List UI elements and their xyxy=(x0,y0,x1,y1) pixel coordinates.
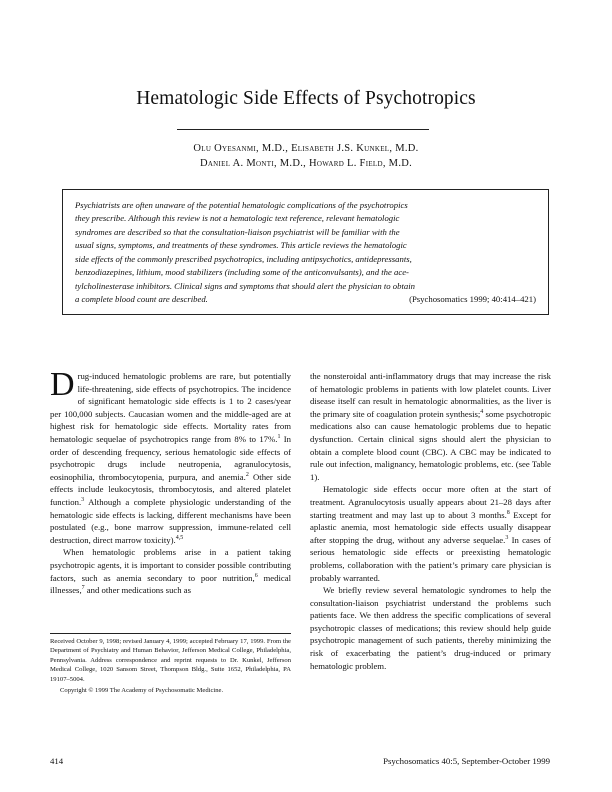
abstract-line: tylcholinesterase inhibitors. Clinical signs and symptoms that should alert the physician to obtain xyxy=(75,280,416,291)
body-column-left xyxy=(50,366,292,597)
body-paragraph xyxy=(310,370,551,483)
title-divider xyxy=(177,129,429,130)
authors-line-1: Olu Oyesanmi, M.D., Elisabeth J.S. Kunkel, M.D. xyxy=(193,143,419,154)
paragraph-text: Hematologic side effects occur more often at the start of treatment. Agranulocytosis usually appears about 21–28 days after starting treatment and may last up to about 3 months. xyxy=(310,484,551,520)
abstract-line: side effects of the commonly prescribed psychotropics, including antipsychotics, antidepressants, xyxy=(75,253,412,264)
paragraph-text: some psychotropic medications also can cause hematologic problems due to hepatic dysfunction. Certain clinical signs should alert the physician to obtain a complete blood count (CBC). A CBC may be indicated to rule out infection, malignancy, hematologic problems, etc. (see Table 1). xyxy=(310,408,551,482)
paragraph-text: In cases of serious hematologic side effects or preexisting hematologic problems, collaboration with the patient’s primary care physician is probably warranted. xyxy=(310,534,551,583)
reference-mark: 2 xyxy=(245,471,249,478)
abstract-line: Psychiatrists are often unaware of the potential hematologic complications of the psychotropics xyxy=(75,200,408,210)
footnote xyxy=(50,637,291,695)
paragraph-text: Except for aplastic anemia, most hematologic side effects usually disappear after stopping the drug, without any adverse sequelae. xyxy=(310,509,551,545)
body-column-right xyxy=(310,370,551,672)
abstract-line: benzodiazepines, lithium, mood stabilizers (including some of the anticonvulsants), and the ace- xyxy=(75,267,409,278)
paragraph-text: and other medications such as xyxy=(84,585,192,596)
paragraph-text: Although a complete physiologic understanding of the hematologic side effects is lacking, different mechanisms have been postulated (e.g., bone marrow suppression, immune-related cell destruction, direct marrow toxicity). xyxy=(50,496,291,545)
paragraph-text: medical illnesses, xyxy=(50,572,292,596)
paragraph-text: When hematologic problems arise in a patient taking psychotropic agents, it is important to consider possible contributing factors, such as anemia secondary to poor nutrition, xyxy=(50,547,291,583)
paragraph-text: rug-induced hematologic problems are rare, but potentially life-threatening, side effects of psychotropics. The incidence of significant hematologic side effects is 1 to 2 cases/year per 100,000 subjects. Caucasian women and the middle-aged are at highest risk for hematologic side effects. Mortality rates from hematologic sequelae of psychotropics range from 8% to 17%. xyxy=(50,371,291,444)
authors-line-2: Daniel A. Monti, M.D., Howard L. Field, M.D. xyxy=(199,158,413,169)
author-list xyxy=(0,141,612,171)
paragraph-text: Other side effects include leukocytosis, thrombocytosis, and altered platelet function. xyxy=(50,471,291,507)
article-title: Hematologic Side Effects of Psychotropics xyxy=(136,88,476,109)
footnote-received: Received October 9, 1998; revised January 4, 1999; accepted February 17, 1999. From the Department of Psychiatry and Human Behavior, Jefferson Medical College, Philadelphia, Pennsylvania. Address correspondence and reprint requests to Dr. Kunkel, Jefferson Medical College, 1020 Sansom Street, Thompson Bldg., Suite 1652, Philadelphia, PA 19107–5004. xyxy=(50,638,291,683)
footnote-divider xyxy=(50,633,291,634)
reference-mark: 4 xyxy=(480,408,484,415)
paragraph-text: In order of descending frequency, serious hematologic side effects of psychotropic drugs include neutropenia, agranulocytosis, eosinophilia, thrombocytopenia, purpura, and anemia. xyxy=(50,433,291,482)
abstract-text xyxy=(75,199,536,307)
abstract-line: usual signs, symptoms, and treatments of these syndromes. This article reviews the hematologic xyxy=(75,240,407,251)
reference-mark: 3 xyxy=(505,534,509,541)
reference-mark: 8 xyxy=(506,509,510,516)
body-paragraph xyxy=(310,483,551,584)
footnote-copyright: Copyright © 1999 The Academy of Psychosomatic Medicine. xyxy=(60,687,224,695)
abstract-line: they prescribe. Although this review is not a hematologic text reference, relevant hematologic xyxy=(75,213,400,224)
reference-mark: 3 xyxy=(81,497,85,504)
journal-footer: Psychosomatics 40:5, September-October 1999 xyxy=(383,756,550,766)
reference-mark: 4,5 xyxy=(175,534,184,541)
abstract-line: a complete blood count are described. xyxy=(75,294,208,305)
abstract-box xyxy=(62,189,549,315)
paragraph-text: the nonsteroidal anti-inflammatory drugs that may increase the risk of hematologic problems in patients with low platelet counts. Liver disease itself can result in hematologic abnormalities, as the liver is the primary site of coagulation protein synthesis; xyxy=(310,371,551,419)
reference-mark: 7 xyxy=(81,585,85,592)
abstract-line: syndromes are described so that the consultation-liaison psychiatrist will be familiar with the xyxy=(75,226,400,237)
reference-mark: 6 xyxy=(254,572,258,579)
drop-cap: D xyxy=(50,366,75,403)
reference-mark: 1 xyxy=(277,434,281,441)
abstract-citation: (Psychosomatics 1999; 40:414–421) xyxy=(409,294,536,305)
abstract-last-line xyxy=(75,293,536,306)
page-number: 414 xyxy=(50,756,64,766)
body-paragraph xyxy=(50,546,291,596)
body-paragraph xyxy=(50,366,291,546)
body-paragraph: We briefly review several hematologic syndromes to help the consultation-liaison psychiatrist understand the problems such patients face. We then address the specific complications of several psychotropic classes of medications; this review should help guide psychotropic management of such patients, thereby minimizing the risk of exacerbating the patient’s drug-induced or primary hematologic problem. xyxy=(310,585,551,671)
